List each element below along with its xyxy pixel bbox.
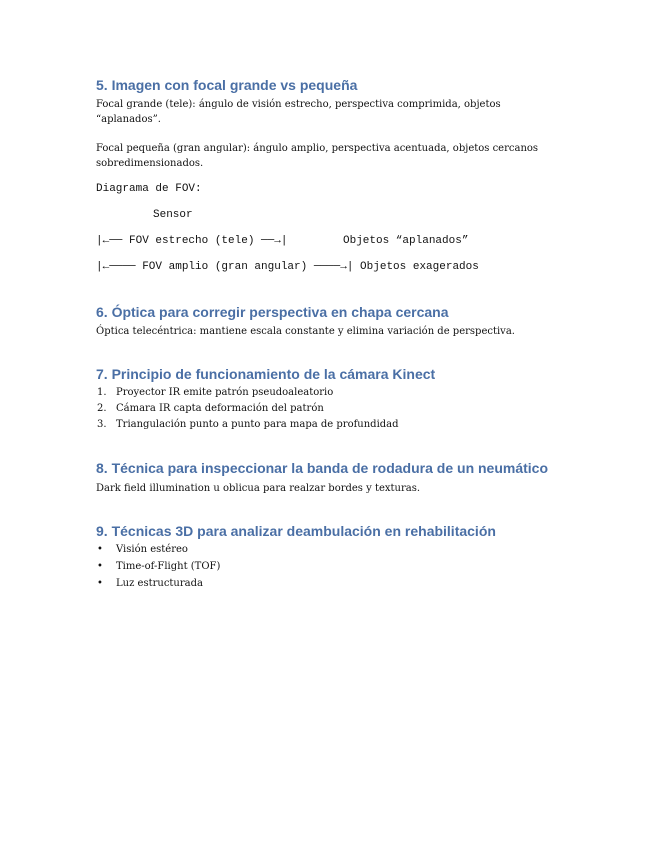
list-item: Luz estructurada <box>116 578 203 589</box>
list-number: 2. <box>97 403 107 414</box>
bullet-icon: • <box>97 578 103 589</box>
fov-diagram-row-narrow: |←── FOV estrecho (tele) ──→| <box>96 235 288 247</box>
list-item: Cámara IR capta deformación del patrón <box>116 403 324 414</box>
fov-diagram-sensor-label: Sensor <box>153 209 193 221</box>
list-item: Visión estéreo <box>116 544 188 555</box>
fov-diagram-title: Diagrama de FOV: <box>96 183 202 195</box>
fov-diagram-row-wide: |←──── FOV amplio (gran angular) ────→| Objetos exagerados <box>96 261 479 273</box>
section-5-para-2-line-1: Focal pequeña (gran angular): ángulo amplio, perspectiva acentuada, objetos cercanos <box>96 143 539 154</box>
section-9-heading: 9. Técnicas 3D para analizar deambulación en rehabilitación <box>96 523 496 539</box>
list-item: Time-of-Flight (TOF) <box>116 561 221 572</box>
section-8-para: Dark field illumination u oblicua para realzar bordes y texturas. <box>96 483 421 494</box>
bullet-icon: • <box>97 544 103 555</box>
section-5-para-1-line-1: Focal grande (tele): ángulo de visión estrecho, perspectiva comprimida, objetos <box>96 99 501 110</box>
list-item: Triangulación punto a punto para mapa de profundidad <box>116 419 399 430</box>
fov-diagram-row-narrow-objects: Objetos “aplanados” <box>343 235 469 247</box>
list-item: Proyector IR emite patrón pseudoaleatorio <box>116 387 334 398</box>
bullet-icon: • <box>97 561 103 572</box>
section-5-para-1-line-2: “aplanados”. <box>96 114 161 125</box>
section-7-heading: 7. Principio de funcionamiento de la cámara Kinect <box>96 366 436 382</box>
list-number: 3. <box>97 419 107 430</box>
section-5-para-2-line-2: sobredimensionados. <box>96 158 204 169</box>
section-5-heading: 5. Imagen con focal grande vs pequeña <box>96 77 358 93</box>
section-6-para: Óptica telecéntrica: mantiene escala constante y elimina variación de perspectiva. <box>96 326 515 337</box>
section-6-heading: 6. Óptica para corregir perspectiva en chapa cercana <box>96 304 449 320</box>
list-number: 1. <box>97 387 107 398</box>
section-8-heading: 8. Técnica para inspeccionar la banda de rodadura de un neumático <box>96 460 549 476</box>
